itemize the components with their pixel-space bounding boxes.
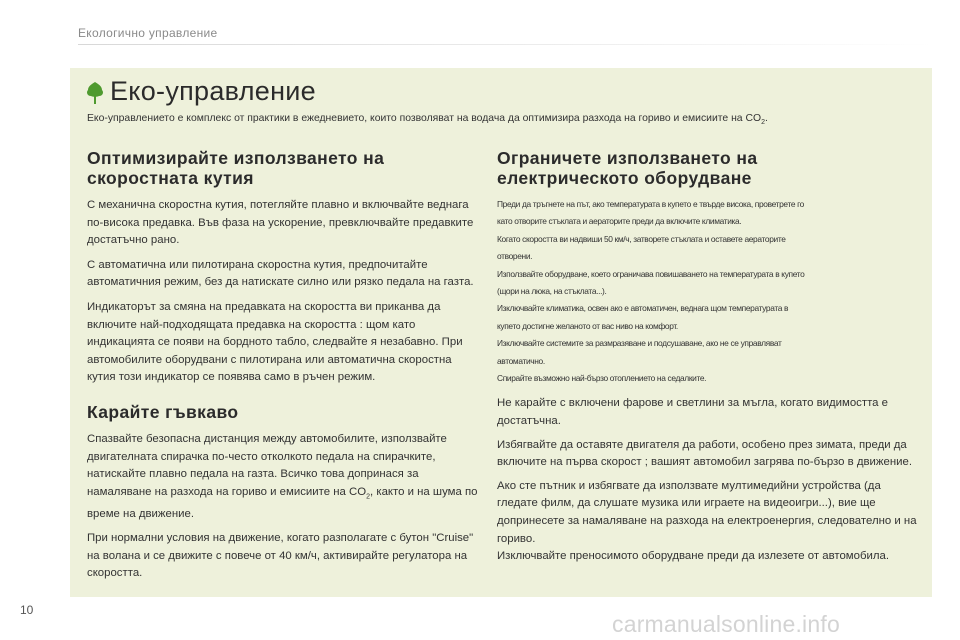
heading-electrical-line2: електрическото оборудване: [497, 168, 752, 188]
intro-text: Еко-управлението е комплекс от практики в ежедневието, които позволяват на водача да оптимизира разхода на гориво и емисиите на $CO_2$.: [87, 113, 768, 127]
heading-gearbox-line2: скоростната кутия: [87, 168, 254, 188]
heading-electrical-line1: Ограничете използването на: [497, 148, 758, 168]
paragraph-manual-gearbox: С механична скоростна кутия, потегляйте плавно и включвайте веднага по-висока предавка. Във фаза на ускорение, превключвайте предавките достатъчно рано.: [87, 199, 474, 247]
heading-gearbox: [87, 148, 482, 188]
paragraph-automatic-gearbox: С автоматична или пилотирана скоростна кутия, предпочитайте автоматичния режим, без да натискате силно или рязко педала на газта.: [87, 258, 474, 289]
small-line: купето достигне желаното от вас ниво на комфорт.: [497, 320, 678, 331]
paragraph-multimedia-text: Ако сте пътник и избягвате да използвате мултимедийни устройства (да гледате филм, да слушате музика или играете на видеоигри...), вие ще допринесете за намаляване на разхода на електроенергия, следователно и на гориво.: [497, 479, 917, 545]
small-line: като отворите стъклата и аераторите преди да включите климатика.: [497, 216, 742, 227]
small-line: Изключвайте климатика, освен ако е автоматичен, веднага щом температурата в: [497, 303, 789, 314]
paragraph-engine-idle: Избягвайте да оставяте двигателя да работи, особено през зимата, преди да включите на първа скорост ; вашият автомобил загрява по-бързо в движение.: [497, 438, 913, 469]
header-divider: [78, 44, 934, 45]
panel-title: Еко-управление: [110, 76, 316, 106]
small-line: отворени.: [497, 251, 533, 262]
right-paragraphs: [497, 395, 922, 565]
small-line: Изключвайте системите за размразяване и подсушаване, ако не се управляват: [497, 338, 782, 349]
small-print-list: [497, 196, 922, 387]
right-column: [497, 148, 922, 566]
panel-intro: [87, 113, 927, 126]
watermark: carmanualsonline.info: [612, 611, 840, 637]
small-line: Спирайте възможно най-бързо отоплението на седалките.: [497, 373, 707, 384]
paragraph-multimedia: [497, 478, 922, 566]
paragraph-portable-devices: Изключвайте преносимото оборудване преди да излезете от автомобила.: [497, 550, 890, 563]
paragraph-cruise-control: При нормални условия на движение, когато разполагате с бутон "Cruise" на волана и се движите с повече от 40 км/ч, активирайте регулатора на скоростта.: [87, 532, 474, 580]
small-line: автоматично.: [497, 355, 545, 366]
small-line: (щори на люка, на стъклата...).: [497, 286, 607, 297]
left-column: [87, 148, 482, 590]
heading-drive-smoothly: Карайте гъвкаво: [87, 401, 239, 422]
leaf-icon: [85, 81, 105, 105]
small-line: Преди да тръгнете на път, ако температурата в купето е твърде висока, проветрете го: [497, 199, 804, 209]
small-line: Когато скоростта ви надвиши 50 км/ч, затворете стъклата и оставете аераторите: [497, 233, 786, 244]
heading-electrical: [497, 148, 922, 188]
paragraph-shift-indicator: Индикаторът за смяна на предавката на скоростта ви приканва да включите най-подходящата предавка на скоростта : щом като индикацията се появи на бордното табло, следвайте я незабавно. При автомобилите оборудвани с пилотирана или автоматична скоростна кутия този индикатор се появява само в ръчен режим.: [87, 300, 463, 384]
paragraph-safe-distance: Спазвайте безопасна дистанция между автомобилите, използвайте двигателната спирачка по-често отколкото педала на спирачките, натискайте плавно педала на газта. Всичко това допринася за намаляване на разхода на гориво и емисиите на $CO_2$, както и на шума по време на движение.: [87, 432, 478, 520]
small-line: Използвайте оборудване, което ограничава повишаването на температурата в купето: [497, 268, 805, 279]
page-number: 10: [20, 603, 34, 617]
section-header: Екологично управление: [78, 26, 218, 40]
paragraph-lights: Не карайте с включени фарове и светлини за мъгла, когато видимостта е достатъчна.: [497, 397, 888, 428]
heading-gearbox-line1: Оптимизирайте използването на: [87, 148, 385, 168]
